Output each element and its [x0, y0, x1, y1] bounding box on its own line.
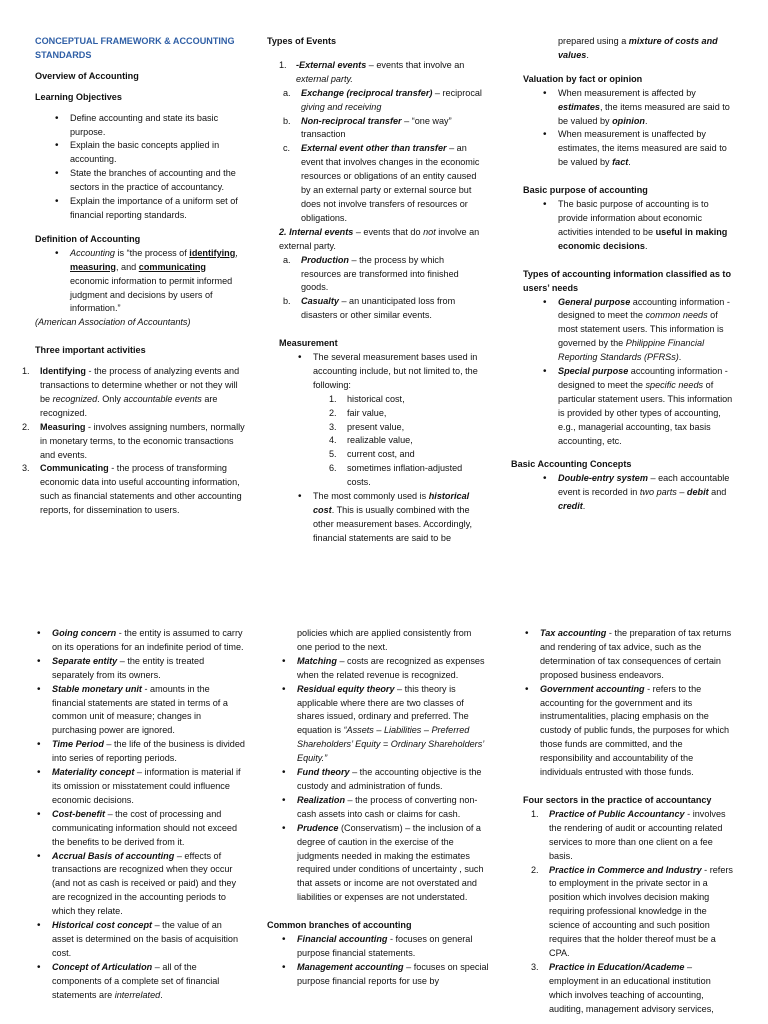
text-run: When measurement is unaffected by estimates, the items measured are said to be valued by	[558, 129, 727, 168]
list-number: 6.	[329, 463, 337, 474]
list-text: historical cost,	[347, 393, 405, 404]
list-number: 1.	[531, 808, 539, 819]
text-run: . This is usually combined with the other measurement bases. Accordingly, financial statements are said to be	[313, 505, 473, 543]
concepts-heading: Basic Accounting Concepts	[511, 459, 632, 470]
objectives-heading: Learning Objectives	[35, 91, 122, 102]
text-run: The most commonly used is	[313, 491, 429, 502]
list-item	[297, 822, 489, 905]
list-number: a.	[283, 254, 291, 265]
text-run: fact	[612, 157, 629, 168]
text-run: prepared using a	[558, 36, 629, 46]
text-run: identifying	[189, 247, 236, 258]
text-run: common needs	[645, 310, 708, 321]
text-run: Cost-benefit	[52, 808, 106, 819]
text-run: giving and receiving	[301, 101, 382, 112]
measurement-bases	[329, 393, 482, 490]
top-column-3	[511, 35, 733, 514]
text-run: – the process by which resources are transformed into finished goods.	[301, 254, 459, 293]
list-item	[540, 627, 733, 683]
text-run: – effects of transactions are recognized when they occur (and not as cash is received or paid) and they are recognized in the accounting periods to which they relate.	[52, 850, 237, 917]
list-item	[558, 128, 733, 170]
list-item	[329, 421, 482, 435]
text-run: Casualty	[301, 296, 339, 307]
text-run: – the process of converting non-cash assets into cash or claims for cash.	[297, 794, 478, 819]
text-run: Exchange (reciprocal transfer)	[301, 87, 433, 98]
text-run: of most statement users. This information is governed by the	[558, 310, 724, 349]
text-run: Going concern	[52, 628, 117, 638]
text-run: accounting information - designed to meet the	[558, 366, 728, 390]
text-run: .	[644, 240, 648, 251]
concepts-list	[558, 472, 733, 514]
list-number: 2.	[22, 421, 30, 432]
text-run: Measuring	[40, 421, 86, 432]
list-item	[558, 365, 733, 448]
text-run: Government accounting	[540, 683, 645, 694]
text-run: Materiality concept	[52, 767, 135, 778]
text-run: estimates	[558, 101, 600, 112]
overview-heading: Overview of Accounting	[35, 70, 139, 81]
bottom-column-2	[267, 627, 489, 989]
text-run: two parts	[639, 487, 677, 498]
text-run: of particular statement users. This information is provided by other types of accounting, e.g., managerial accounting, tax basis accounting, etc.	[558, 379, 733, 446]
text-run: – the life of the business is divided into series of reporting periods.	[52, 739, 245, 764]
text-run: Communicating	[40, 463, 109, 474]
list-item	[52, 627, 245, 655]
objective-item: • State the branches of accounting and the sectors in the practice of accountancy.	[70, 167, 245, 195]
definition-heading: Definition of Accounting	[35, 233, 141, 244]
concept-list-continued	[297, 655, 489, 905]
purpose-heading: Basic purpose of accounting	[523, 185, 648, 196]
list-item	[558, 87, 733, 129]
text-run: Double-entry system	[558, 473, 648, 484]
list-item	[283, 295, 482, 323]
text-run: - the entity is assumed to carry on its operations for an indefinite period of time.	[52, 628, 244, 652]
text-run: Special purpose	[558, 366, 629, 377]
objective-item: • Define accounting and state its basic purpose.	[70, 112, 245, 140]
list-item	[283, 142, 482, 225]
list-text: current cost, and	[347, 449, 415, 460]
list-number: 5.	[329, 449, 337, 460]
text-run: Philippine Financial Reporting Standards (PFRSs)	[558, 338, 705, 363]
text-run: Financial accounting	[297, 934, 388, 945]
list-item	[540, 683, 733, 780]
text-run: accounting information - designed to meet the	[558, 296, 730, 321]
text-run: When measurement is affected by	[558, 87, 696, 98]
list-text: sometimes inflation-adjusted costs.	[347, 463, 463, 488]
text-run: , and	[116, 261, 139, 272]
text-run: – “one way” transaction	[301, 115, 452, 140]
activities-list	[22, 365, 248, 518]
text-run: Accounting	[70, 247, 115, 258]
text-run: Practice in Commerce and Industry	[549, 864, 702, 875]
events-heading: Types of Events	[267, 36, 337, 46]
list-number: a.	[283, 87, 291, 98]
text-run: . Only	[97, 393, 124, 404]
list-item	[531, 961, 733, 1017]
list-number: 1.	[329, 393, 337, 404]
measurement-heading: Measurement	[279, 338, 338, 349]
list-text: fair value,	[347, 407, 387, 418]
text-run: - the process of analyzing events and transactions to determine whether or not they will be	[40, 366, 240, 404]
list-item	[52, 850, 245, 920]
list-number: 2.	[329, 407, 337, 418]
text-run: Tax accounting	[540, 628, 607, 638]
list-item	[52, 919, 245, 961]
text-run: mixture of costs and values	[558, 36, 718, 60]
objectives-list	[70, 112, 245, 223]
purpose-list	[558, 198, 733, 254]
text-run: debit	[686, 487, 709, 498]
text-run: Practice in Education/Academe	[549, 961, 685, 972]
definition-list	[70, 247, 245, 317]
text-run: – this theory is applicable where there are two classes of shares issued, ordinary and preferred. The equation is	[297, 683, 469, 736]
text-run: ,	[235, 247, 238, 258]
list-item	[329, 462, 482, 490]
list-text: present value,	[347, 421, 405, 432]
text-run: Separate entity	[52, 655, 118, 666]
bottom-column-1	[52, 627, 245, 1002]
text-run: Prudence	[297, 822, 339, 833]
list-number: 2.	[531, 864, 539, 875]
list-number: b.	[283, 115, 291, 126]
text-run: specific needs	[645, 379, 704, 390]
text-run: External event other than transfer	[301, 143, 447, 154]
text-run: useful in making economic decisions	[558, 226, 728, 251]
document-title: CONCEPTUAL FRAMEWORK & ACCOUNTING STANDARDS	[35, 36, 235, 60]
text-run: is “the process of	[115, 247, 190, 258]
continued-text	[523, 35, 733, 63]
list-number: 3.	[22, 463, 30, 474]
text-run: external party.	[296, 73, 353, 84]
list-item	[22, 421, 248, 463]
external-events-item: 1. -External events – events that involve an external party.	[279, 59, 465, 84]
list-item	[52, 766, 245, 808]
concept-list	[52, 627, 245, 1002]
text-run: historical cost	[313, 491, 470, 515]
list-number: 1.	[22, 366, 30, 377]
list-number: 3.	[531, 961, 539, 972]
text-run: Realization	[297, 794, 346, 805]
list-text: realizable value,	[347, 435, 413, 446]
text-run: 2. Internal events	[279, 226, 354, 237]
branches-list-continued	[540, 627, 733, 780]
text-run: – employment in an educational institution which involves teaching of accounting, auditing, management advisory services,	[549, 961, 714, 1014]
text-run: recognized	[52, 393, 98, 404]
continued-text: policies which are applied consistently from one period to the next.	[297, 628, 472, 652]
text-run: – costs are recognized as expenses when the related revenue is recognized.	[297, 655, 485, 680]
list-item	[297, 655, 489, 683]
list-number: c.	[283, 143, 291, 154]
text-run: – the value of an asset is determined on the basis of acquisition cost.	[52, 920, 239, 958]
text-run: The basic purpose of accounting is to provide information about economic activities intended to be	[558, 199, 709, 237]
text-run: (Conservatism) – the inclusion of a degree of caution in the exercise of the judgments needed in making the estimates required under conditions of uncertainty , such that assets or income are not overstated and liabilities or expenses are not understated.	[297, 822, 484, 903]
top-column-2	[267, 35, 482, 546]
text-run: measuring	[70, 261, 116, 272]
text-run: , the items measured are said to be valued by	[558, 101, 730, 126]
text-run: Time Period	[52, 739, 104, 750]
text-run: opinion	[612, 115, 645, 126]
text-run: .	[644, 115, 648, 126]
list-item	[297, 683, 489, 766]
text-run: Concept of Articulation	[52, 961, 153, 972]
activities-heading: Three important activities	[35, 345, 146, 356]
text-run: accountable events	[123, 393, 202, 404]
branches-heading: Common branches of accounting	[267, 920, 412, 931]
measurement-intro: • The several measurement bases used in accounting include, but not limited to, the following: 1. historical cost, 2. fair value, 3. present value, 4. realizable value, 5. current cost, and 6. sometimes inflation-adjusted costs.	[313, 351, 482, 490]
text-run: - involves assigning numbers, normally in monetary terms, to the economic transactions and events.	[40, 421, 245, 460]
list-number: 3.	[329, 421, 337, 432]
list-item	[283, 254, 482, 296]
valuation-heading: Valuation by fact or opinion	[523, 73, 643, 84]
text-run: – events that do	[353, 226, 424, 237]
text-run: Accrual Basis of accounting	[52, 850, 175, 861]
text-run: – an event that involves changes in the economic resources or obligations of an entity caused by an external party or external source but does not involve transfers of resources or obligations.	[301, 143, 480, 223]
list-item	[22, 365, 248, 421]
list-item	[329, 393, 482, 407]
external-events-sublist	[283, 87, 482, 226]
text-run: Practice of Public Accountancy	[549, 808, 685, 819]
list-item	[52, 738, 245, 766]
text-run: - refers to employment in the private sector in a position which involves decision making requiring professional knowledge in the science of accounting and such position requires that the holder thereof must be a CPA.	[549, 864, 733, 958]
definition-text	[70, 247, 245, 317]
definition-source: (American Association of Accountants)	[35, 317, 191, 328]
text-run: - the process of transforming economic data into useful accounting information, such as financial statements and other accounting reports, for dissemination to users.	[40, 463, 242, 516]
text-run: .	[582, 501, 586, 512]
list-item	[531, 864, 733, 961]
text-run: Matching	[297, 655, 337, 666]
list-item	[297, 794, 489, 822]
text-run: .	[160, 989, 163, 1000]
list-item	[52, 808, 245, 850]
top-column-1	[22, 35, 245, 518]
types-list	[558, 296, 733, 449]
text-run: Production	[301, 254, 349, 265]
text-run: communicating	[138, 261, 206, 272]
text-run: – reciprocal	[432, 87, 482, 98]
objective-item: • Explain the basic concepts applied in accounting.	[70, 139, 245, 167]
bottom-column-3	[523, 627, 733, 1016]
list-item	[52, 961, 245, 1003]
text-run: economic information to permit informed judgment and decisions by users of information.”	[70, 275, 233, 314]
text-run: .	[586, 49, 589, 60]
list-item	[531, 808, 733, 864]
list-item	[329, 448, 482, 462]
text-run: Identifying	[40, 366, 86, 377]
list-item	[329, 434, 482, 448]
text-run: - amounts in the financial statements are stated in terms of a common unit of measure; changes in purchasing power are ignored.	[52, 683, 228, 736]
list-item	[283, 87, 482, 115]
text-run: Management accounting	[297, 961, 404, 972]
text-run: and	[708, 487, 727, 498]
objective-item: • Explain the importance of a uniform set of financial reporting standards.	[70, 195, 245, 223]
text-run: – the entity is treated separately from its owners.	[52, 655, 205, 680]
list-item	[283, 115, 482, 143]
valuation-list	[558, 87, 733, 170]
sectors-list	[531, 808, 733, 1017]
text-run: Historical cost concept	[52, 920, 153, 931]
text-run: Non-reciprocal transfer	[301, 115, 402, 126]
text-run: involve an external party.	[279, 226, 480, 251]
sectors-heading: Four sectors in the practice of accountancy	[523, 794, 712, 805]
list-item	[329, 407, 482, 421]
branches-list	[297, 933, 489, 989]
text-run: - refers to the accounting for the government and its instrumentalities, placing emphasis on the custody of public funds, the purposes for which those funds are committed, and the responsibility and accountability of the individuals entrusted with those funds.	[540, 683, 730, 778]
list-number: 4.	[329, 435, 337, 446]
text-run: General purpose	[558, 296, 631, 307]
list-item	[558, 296, 733, 366]
text-run: “Assets – Liabilities – Preferred Shareholders’ Equity = Ordinary Shareholders’ Equity.”	[297, 725, 484, 764]
text-run: Fund theory	[297, 767, 350, 778]
text-run: – the cost of processing and communicating information should not exceed the benefits to be derived from it.	[52, 808, 238, 847]
text-run: – the accounting objective is the custody and administration of funds.	[297, 767, 482, 791]
text-run: –	[676, 487, 687, 498]
internal-events-item	[267, 226, 482, 254]
text-run: are recognized.	[40, 393, 218, 418]
measurement-common	[313, 490, 482, 546]
text-run: Residual equity theory	[297, 683, 395, 694]
list-item	[297, 766, 489, 794]
text-run: not	[423, 226, 436, 237]
list-item	[52, 683, 245, 739]
types-heading: Types of accounting information classified as to users’ needs	[523, 268, 732, 293]
measurement-list	[313, 351, 482, 546]
text-run: Stable monetary unit	[52, 683, 142, 694]
text-run: -External events	[296, 59, 367, 70]
text-run: – focuses on special purpose financial reports for use by	[297, 961, 489, 986]
text-run: .	[678, 352, 682, 363]
text-run: .	[628, 157, 631, 168]
list-item	[52, 655, 245, 683]
text-run: interrelated	[114, 989, 161, 1000]
text-run: - the preparation of tax returns and rendering of tax advice, such as the determination of tax consequences of certain proposed business endeavors.	[540, 628, 732, 680]
text-run: credit	[558, 501, 583, 512]
text-run: – each accountable event is recorded in	[558, 473, 730, 498]
purpose-text	[558, 198, 733, 254]
list-item	[297, 961, 489, 989]
text-run: – information is material if its omission or misstatement could influence economic decisions.	[52, 767, 241, 805]
internal-events-sublist	[283, 254, 482, 324]
concept-item	[558, 472, 733, 514]
text-run: – an unanticipated loss from disasters or other similar events.	[301, 296, 456, 321]
text-run: - involves the rendering of audit or accounting related services to more than one client on a fee basis.	[549, 808, 726, 861]
text-run: - focuses on general purpose financial statements.	[297, 934, 473, 958]
list-item	[297, 933, 489, 961]
text-run: – events that involve an	[366, 59, 465, 70]
list-item	[22, 462, 248, 518]
text-run: – all of the components of a complete set of financial statements are	[52, 961, 220, 1000]
list-number: b.	[283, 296, 291, 307]
